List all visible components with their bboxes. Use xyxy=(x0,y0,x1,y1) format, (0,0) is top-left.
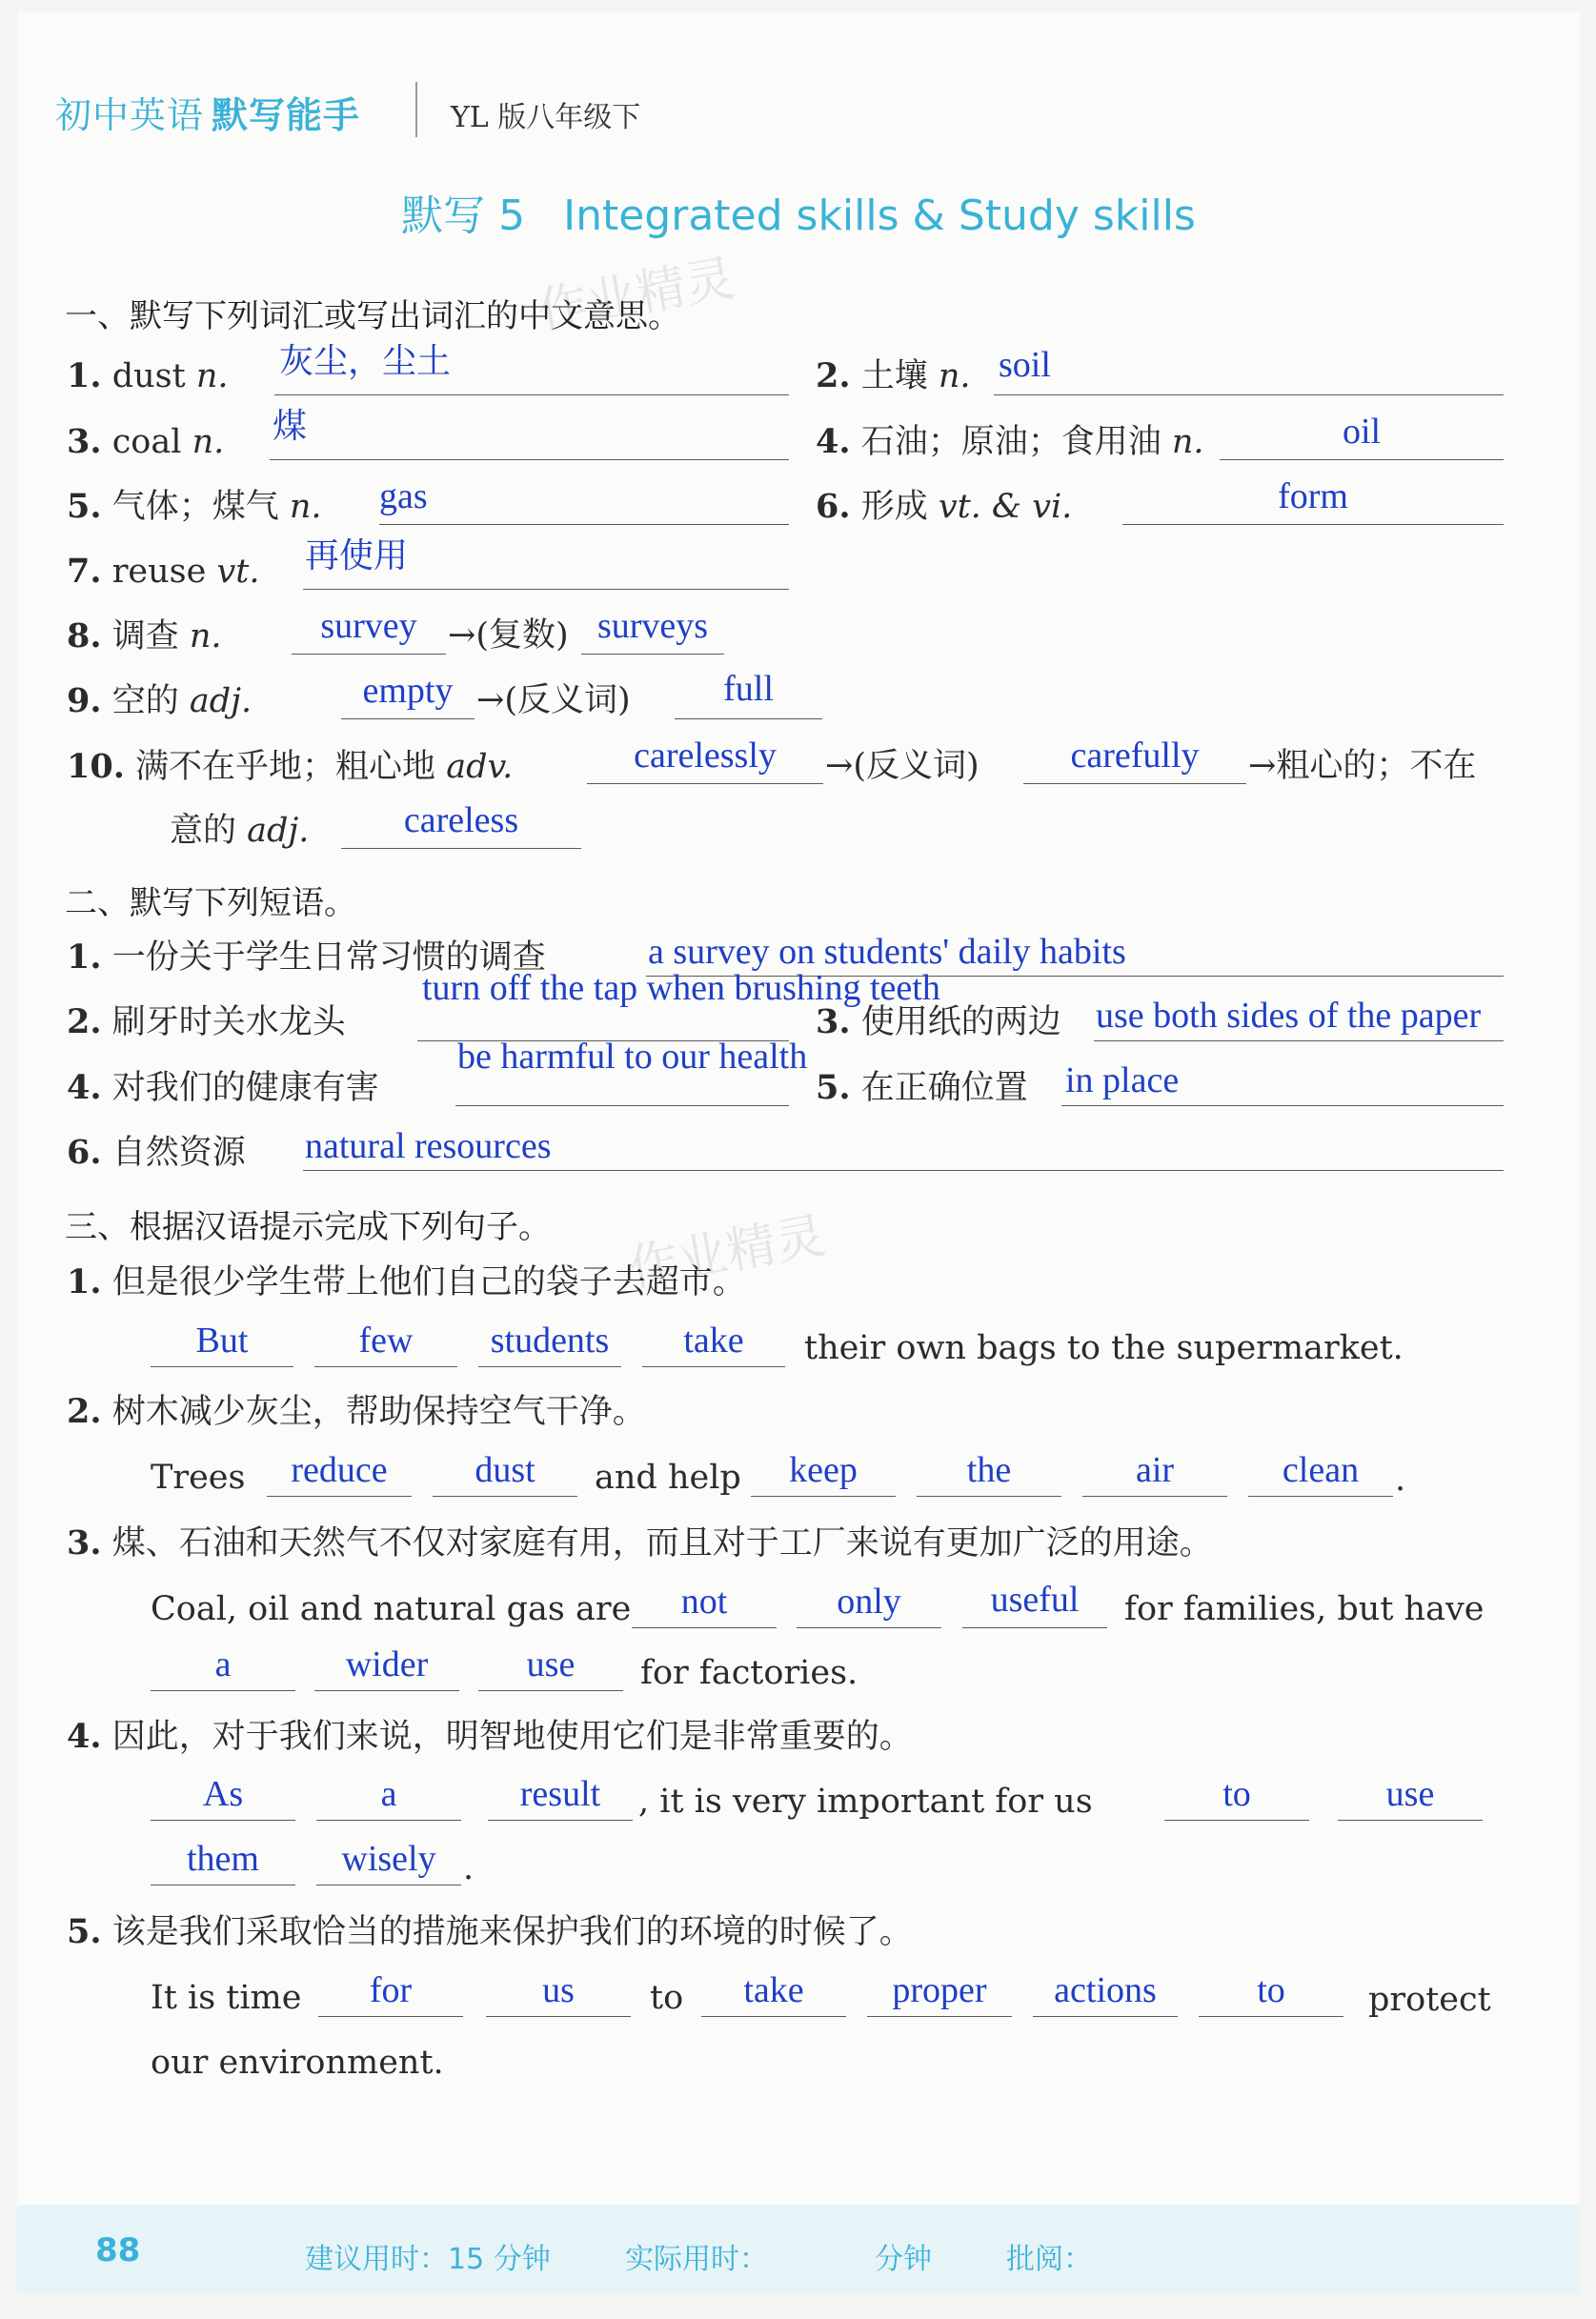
answer-text: the xyxy=(966,1450,1012,1490)
answer-line xyxy=(1094,1040,1504,1041)
page-title xyxy=(17,181,1580,242)
answer-line xyxy=(151,1820,295,1821)
answer-line xyxy=(1248,1496,1393,1497)
answer-text: full xyxy=(723,669,774,709)
answer-text: natural resources xyxy=(305,1126,552,1166)
answer-line xyxy=(1164,1820,1309,1821)
answer-line xyxy=(486,2016,631,2017)
answer-line xyxy=(341,718,475,719)
phrase-item: 5. 在正确位置 xyxy=(816,1068,1028,1107)
watermark: 作业精灵 xyxy=(534,250,739,341)
answer-text: wisely xyxy=(341,1839,436,1879)
vocab-item: 8. 调查 n. xyxy=(67,616,222,655)
answer-text: take xyxy=(743,1970,804,2010)
title-number: 默写 5 xyxy=(401,192,526,240)
answer-text: clean xyxy=(1282,1450,1360,1490)
answer-text: proper xyxy=(892,1970,987,2010)
answer-line xyxy=(316,1820,461,1821)
sentence-text: protect xyxy=(1368,1981,1491,2019)
answer-line xyxy=(701,2016,846,2017)
answer-text: gas xyxy=(379,476,428,516)
worksheet-page xyxy=(17,11,1580,2293)
answer-text: use xyxy=(1385,1774,1435,1814)
answer-line xyxy=(478,1690,623,1691)
answer-text: form xyxy=(1278,476,1348,516)
answer-text: to xyxy=(1257,1970,1285,2010)
answer-text: wider xyxy=(345,1644,429,1684)
sentence-text: for factories. xyxy=(640,1654,859,1692)
answer-line xyxy=(1082,1496,1227,1497)
answer-text: useful xyxy=(990,1580,1080,1620)
vocab-item: 9. 空的 adj. xyxy=(67,681,253,720)
phrase-item: 6. 自然资源 xyxy=(67,1133,246,1172)
vocab-item: 6. 形成 vt. & vi. xyxy=(816,487,1073,526)
answer-line xyxy=(917,1496,1061,1497)
answer-line xyxy=(433,1496,577,1497)
actual-time-label: 实际用时： xyxy=(625,2243,768,2276)
sentence-text: their own bags to the supermarket. xyxy=(804,1329,1404,1367)
answer-text: for xyxy=(369,1970,413,2010)
sentence-text: our environment. xyxy=(151,2044,444,2082)
answer-text: a xyxy=(214,1644,232,1684)
section-heading-3: 三、根据汉语提示完成下列句子。 xyxy=(65,1208,551,1246)
answer-line xyxy=(274,394,789,395)
sentence-text: Trees xyxy=(151,1459,246,1497)
sentence-prompt: 3. 煤、石油和天然气不仅对家庭有用，而且对于工厂来说有更加广泛的用途。 xyxy=(67,1523,1213,1563)
answer-text: turn off the tap when brushing teeth xyxy=(422,968,940,1008)
answer-text: soil xyxy=(999,345,1051,385)
answer-text: use xyxy=(526,1644,576,1684)
section-heading-1: 一、默写下列词汇或写出词汇的中文意思。 xyxy=(65,297,680,335)
answer-text: keep xyxy=(789,1450,858,1490)
answer-text: survey xyxy=(320,606,417,646)
answer-text: actions xyxy=(1054,1970,1157,2010)
brand-series: 初中英语 xyxy=(55,94,205,136)
answer-line xyxy=(632,1627,777,1628)
sentence-text: and help xyxy=(595,1459,741,1497)
sentence-prompt: 1. 但是很少学生带上他们自己的袋子去超市。 xyxy=(67,1262,746,1301)
answer-line xyxy=(962,1627,1107,1628)
answer-text: As xyxy=(202,1774,244,1814)
title-text: Integrated skills & Study skills xyxy=(563,192,1196,240)
answer-text: 灰尘，尘土 xyxy=(279,342,452,381)
arrow-hint: →(复数) xyxy=(448,616,569,655)
answer-text: reduce xyxy=(291,1450,388,1490)
answer-text: empty xyxy=(362,671,454,711)
answer-line xyxy=(270,459,789,460)
answer-line xyxy=(1033,2016,1178,2017)
answer-line xyxy=(581,654,724,655)
sentence-prompt: 5. 该是我们采取恰当的措施来保护我们的环境的时候了。 xyxy=(67,1912,913,1951)
vocab-item: 7. reuse vt. xyxy=(67,552,260,591)
answer-text: only xyxy=(837,1582,901,1622)
answer-line xyxy=(292,654,446,655)
answer-text: in place xyxy=(1065,1060,1180,1100)
answer-line xyxy=(1061,1105,1504,1106)
answer-text: us xyxy=(542,1970,575,2010)
answer-line xyxy=(587,783,823,784)
sentence-prompt: 4. 因此，对于我们来说，明智地使用它们是非常重要的。 xyxy=(67,1717,913,1756)
answer-text: use both sides of the paper xyxy=(1096,996,1482,1036)
answer-line xyxy=(455,1105,789,1106)
answer-text: students xyxy=(490,1321,610,1361)
answer-text: few xyxy=(358,1321,414,1361)
answer-line xyxy=(1023,783,1246,784)
answer-text: be harmful to our health xyxy=(457,1037,808,1077)
answer-text: careless xyxy=(403,800,519,840)
answer-text: But xyxy=(195,1321,249,1361)
answer-line xyxy=(867,2016,1012,2017)
answer-text: air xyxy=(1135,1450,1175,1490)
sentence-text: It is time xyxy=(151,1979,302,2017)
sentence-text: for families, but have xyxy=(1124,1590,1485,1628)
answer-line xyxy=(151,1690,295,1691)
answer-line xyxy=(303,589,789,590)
answer-text: carefully xyxy=(1070,736,1200,776)
vocab-item: 1. dust n. xyxy=(67,356,229,395)
phrase-item: 1. 一份关于学生日常习惯的调查 xyxy=(67,938,546,977)
minutes-label: 分钟 xyxy=(875,2243,932,2276)
answer-text: not xyxy=(680,1582,728,1622)
arrow-hint: →粗心的；不在 xyxy=(1248,747,1477,785)
answer-text: surveys xyxy=(596,606,709,646)
answer-line xyxy=(1338,1820,1483,1821)
answer-text: to xyxy=(1222,1774,1251,1814)
header-divider xyxy=(415,82,417,137)
footer-bar xyxy=(17,2205,1580,2293)
answer-line xyxy=(642,1366,785,1367)
answer-line xyxy=(303,1170,1504,1171)
answer-line xyxy=(314,1366,457,1367)
answer-text: oil xyxy=(1342,412,1382,452)
answer-line xyxy=(267,1496,412,1497)
vocab-item: 2. 土壤 n. xyxy=(816,356,971,395)
answer-line xyxy=(751,1496,896,1497)
answer-line xyxy=(488,1820,633,1821)
suggested-time: 建议用时：15 分钟 xyxy=(305,2243,551,2276)
answer-text: take xyxy=(683,1321,744,1361)
answer-text: carelessly xyxy=(634,736,777,776)
answer-line xyxy=(341,848,581,849)
sentence-text: . xyxy=(463,1849,475,1887)
edition-label: YL 版八年级下 xyxy=(451,101,641,134)
review-label: 批阅： xyxy=(1006,2243,1092,2276)
answer-text: 煤 xyxy=(273,407,308,446)
brand-logo xyxy=(55,86,360,138)
arrow-hint: →(反义词) xyxy=(476,681,631,719)
phrase-item: 2. 刷牙时关水龙头 xyxy=(67,1002,346,1041)
answer-line xyxy=(1122,524,1504,525)
answer-text: a xyxy=(380,1774,397,1814)
answer-line xyxy=(478,1366,621,1367)
answer-line xyxy=(318,2016,463,2017)
vocab-item: 5. 气体；煤气 n. xyxy=(67,487,322,526)
vocab-item: 4. 石油；原油；食用油 n. xyxy=(816,422,1204,461)
answer-text: 再使用 xyxy=(305,536,409,575)
arrow-hint: →(反义词) xyxy=(825,747,980,785)
answer-text: a survey on students' daily habits xyxy=(648,932,1126,972)
phrase-item: 3. 使用纸的两边 xyxy=(816,1002,1061,1041)
brand-title: 默写能手 xyxy=(212,94,361,136)
answer-text: dust xyxy=(475,1450,535,1490)
page-number: 88 xyxy=(95,2231,141,2269)
sentence-text: , it is very important for us xyxy=(638,1783,1093,1821)
answer-line xyxy=(797,1627,941,1628)
answer-line xyxy=(994,394,1504,395)
vocab-continuation: 意的 adj. xyxy=(170,812,310,850)
answer-line xyxy=(314,1690,459,1691)
watermark: 作业精灵 xyxy=(624,1207,830,1299)
vocab-item: 10. 满不在乎地；粗心地 adv. xyxy=(67,747,514,786)
answer-line xyxy=(1220,459,1504,460)
sentence-prompt: 2. 树木减少灰尘，帮助保持空气干净。 xyxy=(67,1392,646,1431)
answer-line xyxy=(379,524,789,525)
phrase-item: 4. 对我们的健康有害 xyxy=(67,1068,379,1107)
answer-line xyxy=(675,718,822,719)
sentence-text: . xyxy=(1395,1461,1406,1499)
sentence-text: Coal, oil and natural gas are xyxy=(151,1590,632,1628)
section-heading-2: 二、默写下列短语。 xyxy=(65,884,356,922)
sentence-text: to xyxy=(650,1979,684,2017)
vocab-item: 3. coal n. xyxy=(67,422,225,461)
answer-text: them xyxy=(187,1839,259,1879)
answer-line xyxy=(151,1366,293,1367)
answer-text: result xyxy=(519,1774,601,1814)
answer-line xyxy=(1199,2016,1343,2017)
